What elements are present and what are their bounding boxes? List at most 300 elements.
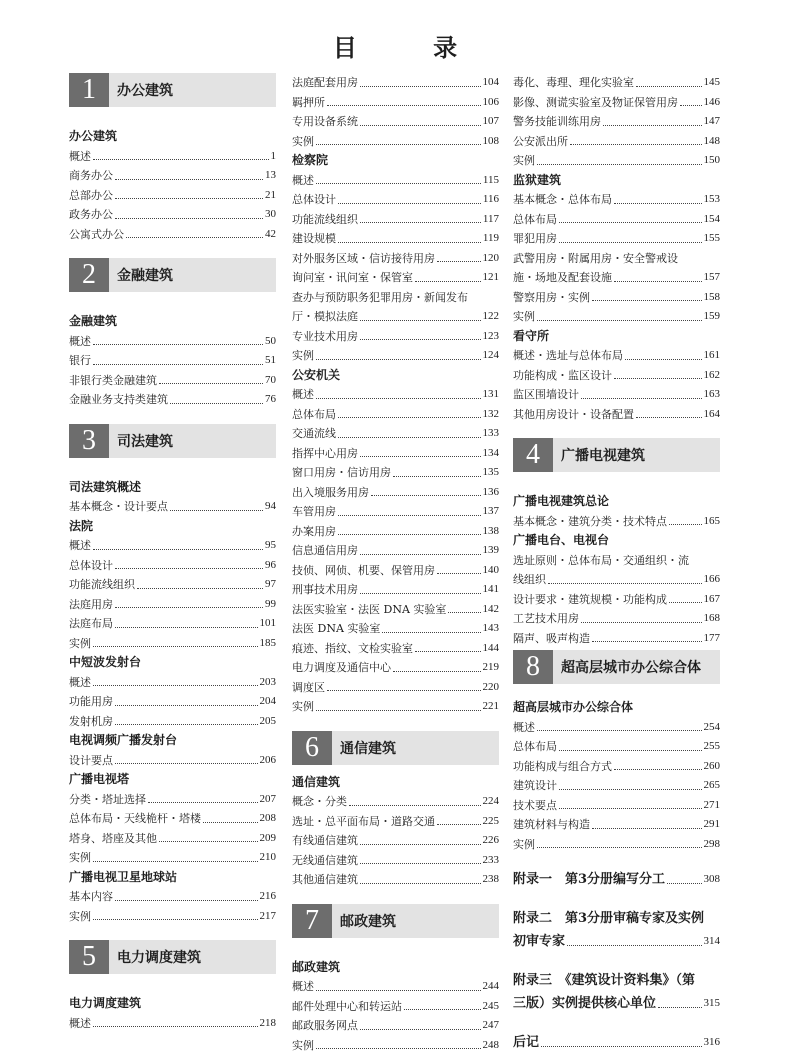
appendix-entry[interactable] [513,992,720,1015]
toc-entry[interactable] [513,737,720,757]
toc-entry-label: 概述 [69,334,91,348]
dot-leader [437,824,481,825]
toc-entry-label: 无线通信建筑 [292,853,358,867]
toc-entry-label: 实例 [292,700,314,713]
toc-entry-label: 技侦、网侦、机要、保管用房 [292,563,435,577]
toc-entry[interactable] [69,692,276,712]
toc-entry-label: 金融业务支持类建筑 [69,393,168,406]
page-title: 目 录 [332,33,492,62]
toc-entry[interactable] [292,463,499,483]
toc-entry-text: 选址原则・总体布局・交通组织・流 [513,553,689,567]
appendix-entry[interactable] [513,868,720,891]
toc-page-number: 42 [265,227,276,240]
dot-leader [327,105,481,106]
toc-page-number: 155 [703,232,720,244]
toc-page-number: 210 [259,851,276,863]
toc-page-number: 97 [265,578,276,590]
toc-entry-label: 实例 [513,154,535,167]
toc-page-number: 254 [703,720,720,733]
toc-entry[interactable] [69,887,276,907]
toc-entry[interactable] [513,346,720,366]
toc-entry[interactable] [513,815,720,835]
toc-entry-label: 其他通信建筑 [292,873,358,886]
dot-leader [360,339,481,340]
dot-leader [115,568,263,569]
toc-page-number: 138 [482,524,499,537]
toc-entry[interactable] [513,288,720,308]
toc-page-number: 166 [703,573,720,585]
dot-leader [393,476,481,477]
toc-entry-label: 选址・总平面布局・道路交通 [292,814,435,828]
toc-page-number: 209 [259,831,276,844]
toc-entry[interactable] [292,541,499,561]
dot-leader [393,671,481,672]
appendix-entry[interactable] [513,930,720,953]
toc-entry[interactable] [292,249,499,269]
toc-entry-label: 警务技能训练用房 [513,115,601,128]
toc-entry[interactable] [292,1036,499,1056]
toc-entry-label: 概述 [513,720,535,734]
toc-entry[interactable] [69,390,276,410]
spacer [513,424,720,438]
section-number: 7 [292,904,332,938]
toc-subheading: 办公建筑 [69,129,118,143]
toc-entry[interactable] [69,556,276,576]
toc-page-number: 168 [703,612,720,624]
toc-entry[interactable] [292,346,499,366]
toc-entry[interactable] [69,536,276,556]
dot-leader [360,554,481,555]
toc-entry[interactable] [292,327,499,347]
dot-leader [415,281,481,282]
dot-leader [115,179,263,180]
toc-page-number: 123 [482,329,499,342]
toc-page-number: 107 [482,115,499,127]
dot-leader [559,242,702,243]
toc-entry[interactable] [292,112,499,132]
dot-leader [603,125,702,126]
toc-entry[interactable] [292,1016,499,1036]
toc-entry[interactable] [513,210,720,230]
dot-leader [360,1029,481,1030]
toc-entry[interactable] [69,166,276,186]
toc-page-number: 146 [703,95,720,108]
toc-entry-label: 总体设计 [69,558,113,572]
dot-leader [115,900,258,901]
toc-entry[interactable] [292,444,499,464]
dot-leader [170,403,263,404]
appendix-entry[interactable] [513,1031,720,1054]
toc-entry[interactable] [292,522,499,542]
section-title: 超高层城市办公综合体 [561,660,701,676]
toc-page-number: 116 [482,193,499,205]
toc-entry[interactable] [69,673,276,693]
toc-entry[interactable] [513,570,720,590]
toc-entry-label: 建设规模 [292,232,336,245]
toc-entry-label: 其他用房设计・设备配置 [513,407,634,421]
section-header [513,438,720,472]
toc-entry[interactable] [513,112,720,132]
dot-leader [115,607,263,608]
dot-leader [614,203,702,204]
toc-entry[interactable] [69,751,276,771]
toc-entry[interactable] [513,757,720,777]
toc-page-number: 108 [482,134,499,147]
toc-page-number: 150 [703,154,720,166]
toc-entry[interactable] [292,831,499,851]
toc-entry-label: 实例 [292,1038,314,1052]
toc-subheading: 超高层城市办公综合体 [513,700,634,714]
toc-page-number: 144 [482,641,499,654]
toc-entry-label: 功能流线组织 [292,212,358,226]
toc-entry-label: 邮件处理中心和转运站 [292,999,402,1013]
toc-entry-label: 警察用房・实例 [513,290,590,304]
toc-entry[interactable] [513,609,720,629]
toc-page-number: 106 [482,95,499,108]
toc-entry[interactable] [292,73,499,93]
toc-entry[interactable] [292,385,499,405]
toc-entry[interactable] [69,614,276,634]
toc-subheading: 监狱建筑 [513,172,562,187]
toc-entry[interactable] [292,561,499,581]
toc-entry-text: 武警用房・附属用房・安全警戒设 [513,251,678,265]
toc-entry[interactable] [69,371,276,391]
toc-entry[interactable] [292,268,499,288]
toc-page-number: 271 [703,798,720,811]
toc-entry[interactable] [513,629,720,649]
toc-page-number: 121 [482,271,499,283]
toc-entry[interactable] [292,600,499,620]
toc-entry-label: 实例 [69,851,91,864]
toc-page-number: 101 [259,617,276,629]
spacer [69,974,276,994]
toc-page-number: 132 [482,407,499,420]
toc-entry[interactable] [513,73,720,93]
toc-entry[interactable] [69,712,276,732]
dot-leader [537,730,702,731]
toc-page-number: 165 [703,514,720,527]
toc-page-number: 185 [259,636,276,649]
toc-entry-label: 法庭配套用房 [292,76,358,89]
toc-entry-label: 概述・选址与总体布局 [513,349,623,362]
toc-entry[interactable] [292,977,499,997]
toc-entry-label: 施・场地及配套设施 [513,271,612,284]
toc-entry[interactable] [292,997,499,1017]
toc-page-number: 163 [703,388,720,400]
spacer [513,472,720,492]
toc-entry[interactable] [513,268,720,288]
toc-entry[interactable] [513,590,720,610]
toc-entry-label: 公安派出所 [513,134,568,148]
toc-page-number: 148 [703,134,720,147]
dot-leader [592,828,702,829]
toc-page-number: 115 [482,173,499,186]
dot-leader [581,398,702,399]
toc-page-number: 298 [703,837,720,850]
toc-entry[interactable] [69,575,276,595]
toc-entry[interactable] [513,93,720,113]
section-number: 4 [513,438,553,472]
toc-entry[interactable] [292,307,499,327]
toc-entry[interactable] [513,385,720,405]
toc-entry[interactable] [69,634,276,654]
toc-entry[interactable] [292,619,499,639]
toc-page-number: 221 [482,700,499,712]
toc-page-number: 205 [259,714,276,727]
toc-page-number: 13 [265,169,276,181]
appendix-page-number: 316 [703,1036,720,1048]
toc-entry-label: 总体布局 [292,407,336,421]
toc-entry-label: 公寓式办公 [69,227,124,241]
toc-entry[interactable] [69,907,276,927]
toc-page-number: 124 [482,349,499,361]
toc-entry[interactable] [513,405,720,425]
dot-leader [115,627,258,628]
toc-entry[interactable] [513,366,720,386]
toc-entry-label: 概述 [292,388,314,401]
toc-entry[interactable] [513,190,720,210]
toc-entry[interactable] [513,776,720,796]
dot-leader [93,1026,258,1027]
toc-entry[interactable] [292,483,499,503]
toc-entry[interactable] [292,171,499,191]
toc-entry-label: 基本概念・建筑分类・技术特点 [513,514,667,528]
toc-page-number: 244 [482,980,499,992]
toc-entry-label: 痕迹、指纹、文检实验室 [292,641,413,655]
toc-page-number: 225 [482,814,499,827]
toc-page-number: 260 [703,759,720,772]
toc-entry-label: 概述 [292,173,314,187]
dot-leader [581,622,702,623]
toc-page-number: 219 [482,661,499,673]
toc-entry[interactable] [69,497,276,517]
toc-entry-label: 监区围墙设计 [513,388,579,401]
dot-leader [541,1046,701,1047]
toc-entry[interactable] [69,351,276,371]
toc-entry-label: 设计要点 [69,753,113,767]
appendix-label: 附录一 第3分册编写分工 [513,872,666,887]
toc-entry[interactable] [292,424,499,444]
dot-leader [360,86,481,87]
dot-leader [159,841,258,842]
toc-entry[interactable] [69,225,276,245]
toc-subheading: 中短波发射台 [69,655,142,669]
dot-leader [537,164,702,165]
section-number: 2 [69,258,109,292]
toc-subheading: 看守所 [513,328,550,343]
toc-page-number: 291 [703,818,720,830]
dot-leader [614,378,702,379]
toc-entry[interactable] [69,809,276,829]
dot-leader [316,183,481,184]
toc-entry[interactable] [292,210,499,230]
toc-page-number: 139 [482,544,499,556]
toc-entry-label: 法庭布局 [69,617,113,630]
dot-leader [93,159,269,160]
dot-leader [360,593,481,594]
dot-leader [93,549,263,550]
toc-page-number: 120 [482,251,499,264]
toc-entry-label: 专用设备系统 [292,115,358,128]
toc-entry[interactable] [292,812,499,832]
toc-page-number: 224 [482,795,499,807]
section-header [69,940,276,974]
toc-page-number: 141 [482,583,499,595]
dot-leader [669,602,702,603]
dot-leader [137,588,263,589]
toc-entry[interactable] [69,1014,276,1034]
toc-entry[interactable] [69,186,276,206]
toc-entry-label: 设计要求・建筑规模・功能构成 [513,592,667,606]
toc-entry[interactable] [292,502,499,522]
toc-entry-label: 总体布局 [513,740,557,753]
toc-entry[interactable] [292,870,499,890]
toc-entry-label: 基本概念・设计要点 [69,500,168,513]
spacer [69,244,276,258]
dot-leader [636,417,702,418]
toc-entry[interactable] [292,405,499,425]
toc-entry-label: 功能构成・监区设计 [513,368,612,382]
dot-leader [148,802,258,803]
toc-entry[interactable] [292,792,499,812]
spacer [292,717,499,731]
dot-leader [338,534,481,535]
toc-page-number: 207 [259,792,276,805]
toc-page-number: 99 [265,597,276,610]
toc-entry-label: 工艺技术用房 [513,612,579,625]
dot-leader [437,261,481,262]
toc-entry[interactable] [69,147,276,167]
toc-entry[interactable] [69,332,276,352]
toc-page-number: 94 [265,500,276,512]
toc-page-number: 158 [703,290,720,303]
section-title: 电力调度建筑 [117,950,201,966]
section-number: 5 [69,940,109,974]
dot-leader [93,919,258,920]
toc-entry[interactable] [69,790,276,810]
dot-leader [559,750,702,751]
toc-page-number: 161 [703,349,720,361]
toc-subheading: 司法建筑概述 [69,479,142,494]
dot-leader [567,945,701,946]
toc-subheading: 邮政建筑 [292,959,341,974]
toc-subheading: 金融建筑 [69,314,118,328]
toc-page-number: 216 [259,890,276,902]
toc-page-number: 135 [482,466,499,478]
spacer [292,765,499,773]
dot-leader [625,359,702,360]
toc-subheading: 广播电台、电视台 [513,533,610,547]
dot-leader [93,685,258,686]
spacer [513,1015,720,1031]
toc-entry-label: 对外服务区域・信访接待用房 [292,251,435,265]
toc-page-number: 218 [259,1016,276,1029]
toc-page-number: 30 [265,208,276,220]
section-title: 司法建筑 [117,433,173,450]
dot-leader [382,632,480,633]
section-title: 办公建筑 [117,83,173,99]
toc-entry[interactable] [69,595,276,615]
toc-entry[interactable] [513,132,720,152]
toc-entry[interactable] [513,835,720,855]
toc-entry-label: 罪犯用房 [513,232,557,245]
dot-leader [548,583,702,584]
toc-entry[interactable] [513,718,720,738]
dot-leader [316,1048,481,1049]
dot-leader [667,883,701,884]
toc-entry[interactable] [292,93,499,113]
appendix-label-line: 附录三 《建筑设计资料集》（第 [513,973,696,988]
dot-leader [559,808,702,809]
toc-entry-label: 毒化、毒理、理化实验室 [513,76,634,89]
section-number: 6 [292,731,332,765]
toc-page-number: 208 [259,812,276,824]
section-title: 广播电视建筑 [561,448,645,464]
toc-entry[interactable] [513,151,720,171]
toc-entry-label: 概述 [69,1016,91,1030]
appendix-label: 三版）实例提供核心单位 [513,996,657,1011]
toc-page-number: 204 [259,695,276,707]
toc-entry-label: 询问室・讯问室・保管室 [292,271,413,284]
toc-entry-label: 有线通信建筑 [292,834,358,847]
toc-entry-label: 功能用房 [69,695,113,708]
toc-entry[interactable] [69,205,276,225]
toc-entry[interactable] [69,829,276,849]
section-number: 3 [69,424,109,458]
toc-entry-label: 基本概念・总体布局 [513,193,612,206]
toc-entry[interactable] [292,580,499,600]
toc-entry-label: 办案用房 [292,524,336,538]
toc-entry-label: 非银行类金融建筑 [69,373,157,387]
toc-entry[interactable] [513,512,720,532]
appendix-label: 后记 [513,1035,540,1050]
toc-entry-label: 银行 [69,354,91,367]
toc-entry[interactable] [292,229,499,249]
toc-page-number: 203 [259,675,276,688]
toc-entry[interactable] [292,190,499,210]
section-header [69,424,276,458]
dot-leader [170,510,263,511]
toc-page-number: 238 [482,873,499,885]
toc-page-number: 117 [482,212,499,225]
spacer [69,458,276,478]
toc-column-2 [292,73,499,1055]
toc-page-number: 133 [482,427,499,439]
toc-entry-label: 概述 [292,980,314,993]
toc-entry-label: 影像、测谎实验室及物证保管用房 [513,95,678,109]
toc-entry[interactable] [292,697,499,717]
toc-entry[interactable] [513,307,720,327]
toc-entry[interactable] [513,796,720,816]
toc-entry[interactable] [69,848,276,868]
toc-entry-label: 功能构成与组合方式 [513,759,612,773]
toc-entry[interactable] [292,851,499,871]
toc-entry[interactable] [292,678,499,698]
dot-leader [636,86,702,87]
toc-entry[interactable] [292,658,499,678]
dot-leader [327,690,481,691]
toc-page-number: 143 [482,622,499,634]
toc-page-number: 226 [482,834,499,846]
toc-page-number: 95 [265,539,276,551]
toc-entry[interactable] [513,229,720,249]
toc-entry-label: 功能流线组织 [69,578,135,591]
toc-entry-label: 概述 [69,675,91,689]
toc-entry-label: 电力调度及通信中心 [292,661,391,674]
toc-entry[interactable] [292,132,499,152]
toc-page-number: 154 [703,212,720,225]
toc-entry[interactable] [292,639,499,659]
